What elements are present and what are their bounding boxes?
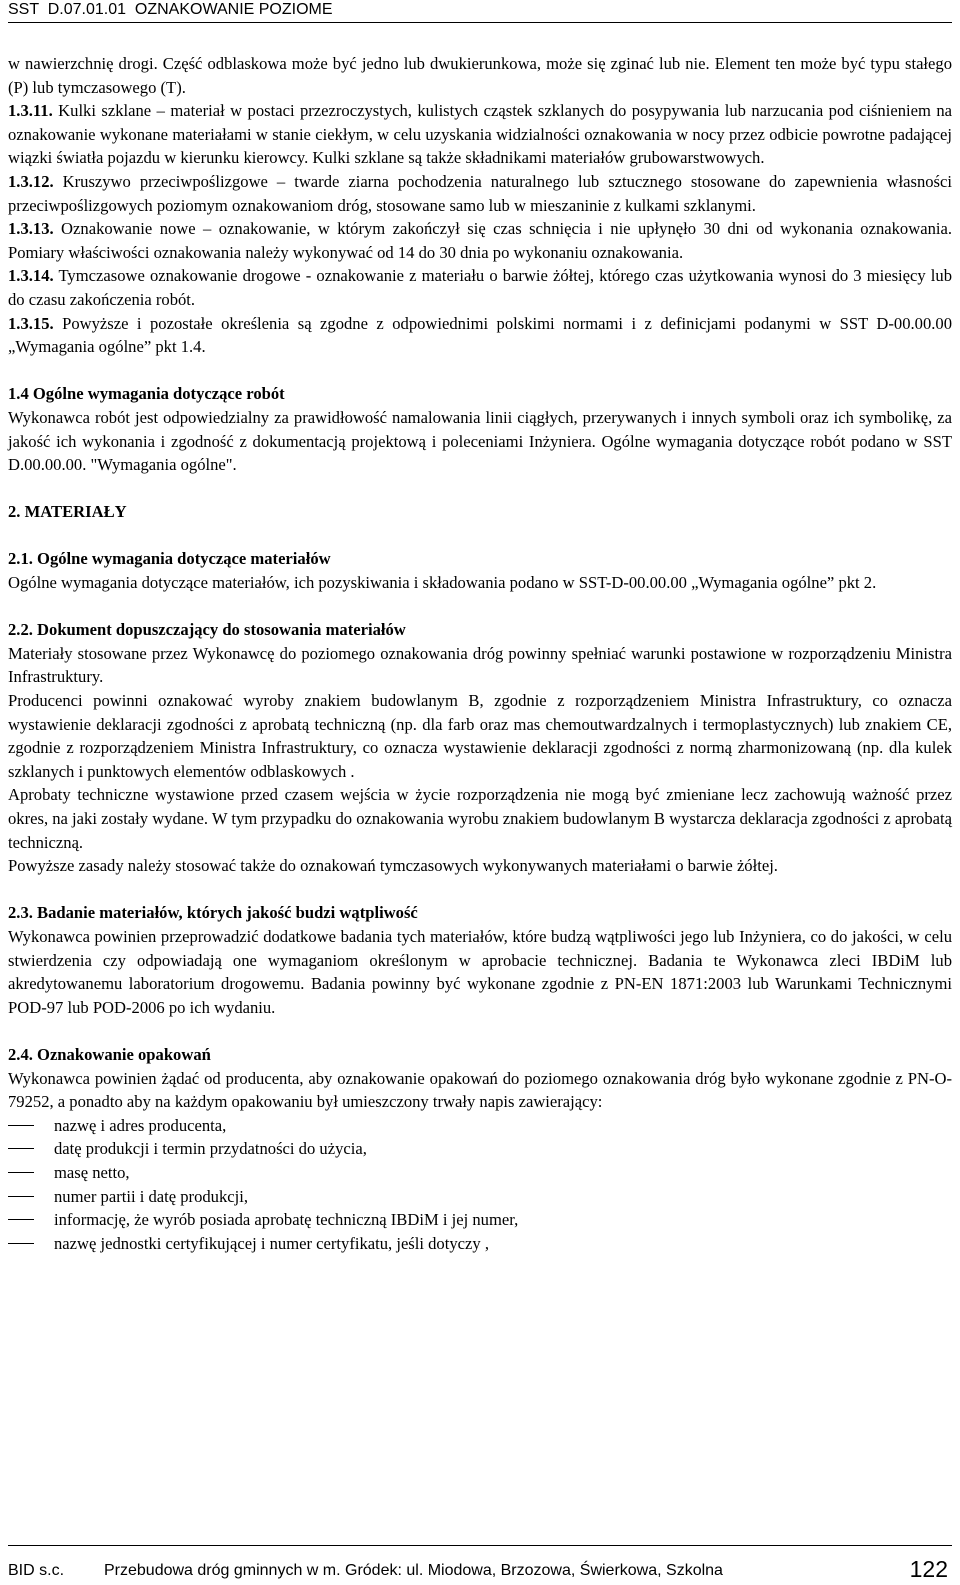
spacer [8,359,952,383]
definition-1-3-12 [8,170,952,217]
section-heading-2-4: 2.4. Oznakowanie opakowań [8,1044,211,1064]
definition-1-3-13 [8,217,952,264]
definition-number: 1.3.15. [8,313,54,333]
section-heading-2-3: 2.3. Badanie materiałów, których jakość budzi wątpliwość [8,903,418,923]
section-heading-2: 2. MATERIAŁY [8,502,127,522]
section-heading-1-4: 1.4 Ogólne wymagania dotyczące robót [8,384,285,404]
dash-bullet [8,1196,34,1197]
page-header [8,0,952,23]
definition-number: 1.3.11. [8,101,53,121]
definition-1-3-11 [8,99,952,170]
dash-bullet [8,1219,34,1220]
page-number: 122 [909,1556,948,1582]
spacer [8,1019,952,1043]
footer-project-description: Przebudowa dróg gminnych w m. Gródek: ul. Miodowa, Brzozowa, Świerkowa, Szkolna [104,1562,723,1579]
list-item-text: datę produkcji i termin przydatności do użycia, [54,1139,367,1159]
dash-bullet [8,1243,34,1244]
list-item [8,1137,952,1161]
list-item-text: masę netto, [54,1162,130,1182]
header-title: SST D.07.01.01 OZNAKOWANIE POZIOME [8,1,333,18]
definition-1-3-15 [8,312,952,359]
dash-bullet [8,1148,34,1149]
packaging-label-list [8,1114,952,1256]
section-2-3-text: Wykonawca powinien przeprowadzić dodatkowe badania tych materiałów, które budzą wątpliwości jego lub Inżyniera, co do jakości, w celu stwierdzenia czy odpowiadają one wymaganiom określonym w aprobacie technicznej. Badania te Wykonawca zleci IBDiM lub akredytowanemu laboratorium drogowemu. Badania powinny być wykonane zgodnie z PN-EN 1871:2003 lub Warunkami Technicznymi POD-97 lub POD-2006 po ich wydaniu. [8,926,952,1017]
list-item-text: nazwę jednostki certyfikującej i numer certyfikatu, jeśli dotyczy , [54,1233,489,1253]
spacer [8,878,952,902]
footer-company: BID s.c. [8,1562,65,1579]
list-item [8,1208,952,1232]
definition-text: Kulki szklane – materiał w postaci przezroczystych, kulistych cząstek szklanych do posypywania lub narzucania pod ciśnieniem na oznakowanie wykonane materiałami w stanie ciekłym, w celu uzyskania widzialności oznakowania w nocy przez odbicie powrotne padającej wiązki światła pojazdu w kierunku kierowcy. Kulki szklane są także składnikami materiałów grubowarstwowych. [8,101,952,168]
definition-number: 1.3.14. [8,266,54,286]
definition-text: Oznakowanie nowe – oznakowanie, w którym zakończył się czas schnięcia i nie upłynęło 30 dni od wykonania oznakowania. Pomiary właściwości oznakowania należy wykonywać od 14 do 30 dnia po wykonaniu oznakowania. [8,219,952,262]
list-item-text: nazwę i adres producenta, [54,1115,227,1135]
section-heading-2-2: 2.2. Dokument dopuszczający do stosowania materiałów [8,620,406,640]
section-2-4-text: Wykonawca powinien żądać od producenta, aby oznakowanie opakowań do poziomego oznakowania dróg było wykonane zgodnie z PN-O-79252, a ponadto aby na każdym opakowaniu był umieszczony trwały napis zawierający: [8,1068,952,1112]
document-body [8,52,952,1255]
dash-bullet [8,1125,34,1126]
dash-bullet [8,1172,34,1173]
list-item-text: numer partii i datę produkcji, [54,1186,248,1206]
list-item [8,1232,952,1256]
list-item [8,1185,952,1209]
spacer [8,477,952,501]
footer-divider [8,1545,952,1546]
list-item [8,1161,952,1185]
intro-paragraph: w nawierzchnię drogi. Część odblaskowa może być jedno lub dwukierunkowa, może się zginać lub nie. Element ten może być typu stałego (P) lub tymczasowego (T). [8,54,952,97]
section-2-2-paragraph-4: Powyższe zasady należy stosować także do oznakowań tymczasowych wykonywanych materiałami o barwie żółtej. [8,856,778,876]
definition-text: Tymczasowe oznakowanie drogowe - oznakowanie z materiału o barwie żółtej, którego czas użytkowania wynosi do 3 miesięcy lub do czasu zakończenia robót. [8,266,952,309]
section-2-1-text: Ogólne wymagania dotyczące materiałów, ich pozyskiwania i składowania podano w SST-D-00.00.00 „Wymagania ogólne” pkt 2. [8,573,877,593]
definition-text: Kruszywo przeciwpoślizgowe – twarde ziarna pochodzenia naturalnego lub sztucznego stosowane do zapewnienia własności przeciwpoślizgowych poziomym oznakowaniom dróg, stosowane samo lub w mieszaninie z kulkami szklanymi. [8,171,952,215]
definition-1-3-14 [8,264,952,311]
definition-text: Powyższe i pozostałe określenia są zgodne z odpowiednimi polskimi normami i z definicjami podanymi w SST D-00.00.00 „Wymagania ogólne” pkt 1.4. [8,313,952,357]
section-heading-2-1: 2.1. Ogólne wymagania dotyczące materiałów [8,549,331,569]
section-2-2-paragraph-3: Aprobaty techniczne wystawione przed czasem wejścia w życie rozporządzenia nie mogą być zmieniane lecz zachowują ważność przez okres, na jaki zostały wydane. W tym przypadku do oznakowania wyrobu znakiem budowlanym B wystarcza deklaracja zgodności z aprobatą techniczną. [8,785,952,852]
list-item [8,1114,952,1138]
spacer [8,524,952,548]
spacer [8,595,952,619]
section-1-4-text: Wykonawca robót jest odpowiedzialny za prawidłowość namalowania linii ciągłych, przerywanych i innych symboli oraz ich symbolikę, za jakość ich wykonania i zgodność z dokumentacją projektową i poleceniami Inżyniera. Ogólne wymagania dotyczące robót podano w SST D.00.00.00. "Wymagania ogólne". [8,407,952,475]
list-item-text: informację, że wyrób posiada aprobatę techniczną IBDiM i jej numer, [54,1210,519,1230]
page-footer [8,1542,952,1585]
section-2-2-paragraph-1: Materiały stosowane przez Wykonawcę do poziomego oznakowania dróg powinny spełniać warunki postawione w rozporządzeniu Ministra Infrastruktury. [8,643,952,687]
definition-number: 1.3.13. [8,219,54,239]
definition-number: 1.3.12. [8,171,54,191]
section-2-2-paragraph-2: Producenci powinni oznakować wyroby znakiem budowlanym B, zgodnie z rozporządzeniem Ministra Infrastruktury, co oznacza wystawienie deklaracji zgodności z aprobatą techniczną (np. dla farb oraz mas chemoutwardzalnych i termoplastycznych) lub znakiem CE, zgodnie z rozporządzeniem Ministra Infrastruktury, co oznacza wystawienie deklaracji zgodności z normą zharmonizowaną (np. dla kulek szklanych i punktowych elementów odblaskowych . [8,691,952,781]
